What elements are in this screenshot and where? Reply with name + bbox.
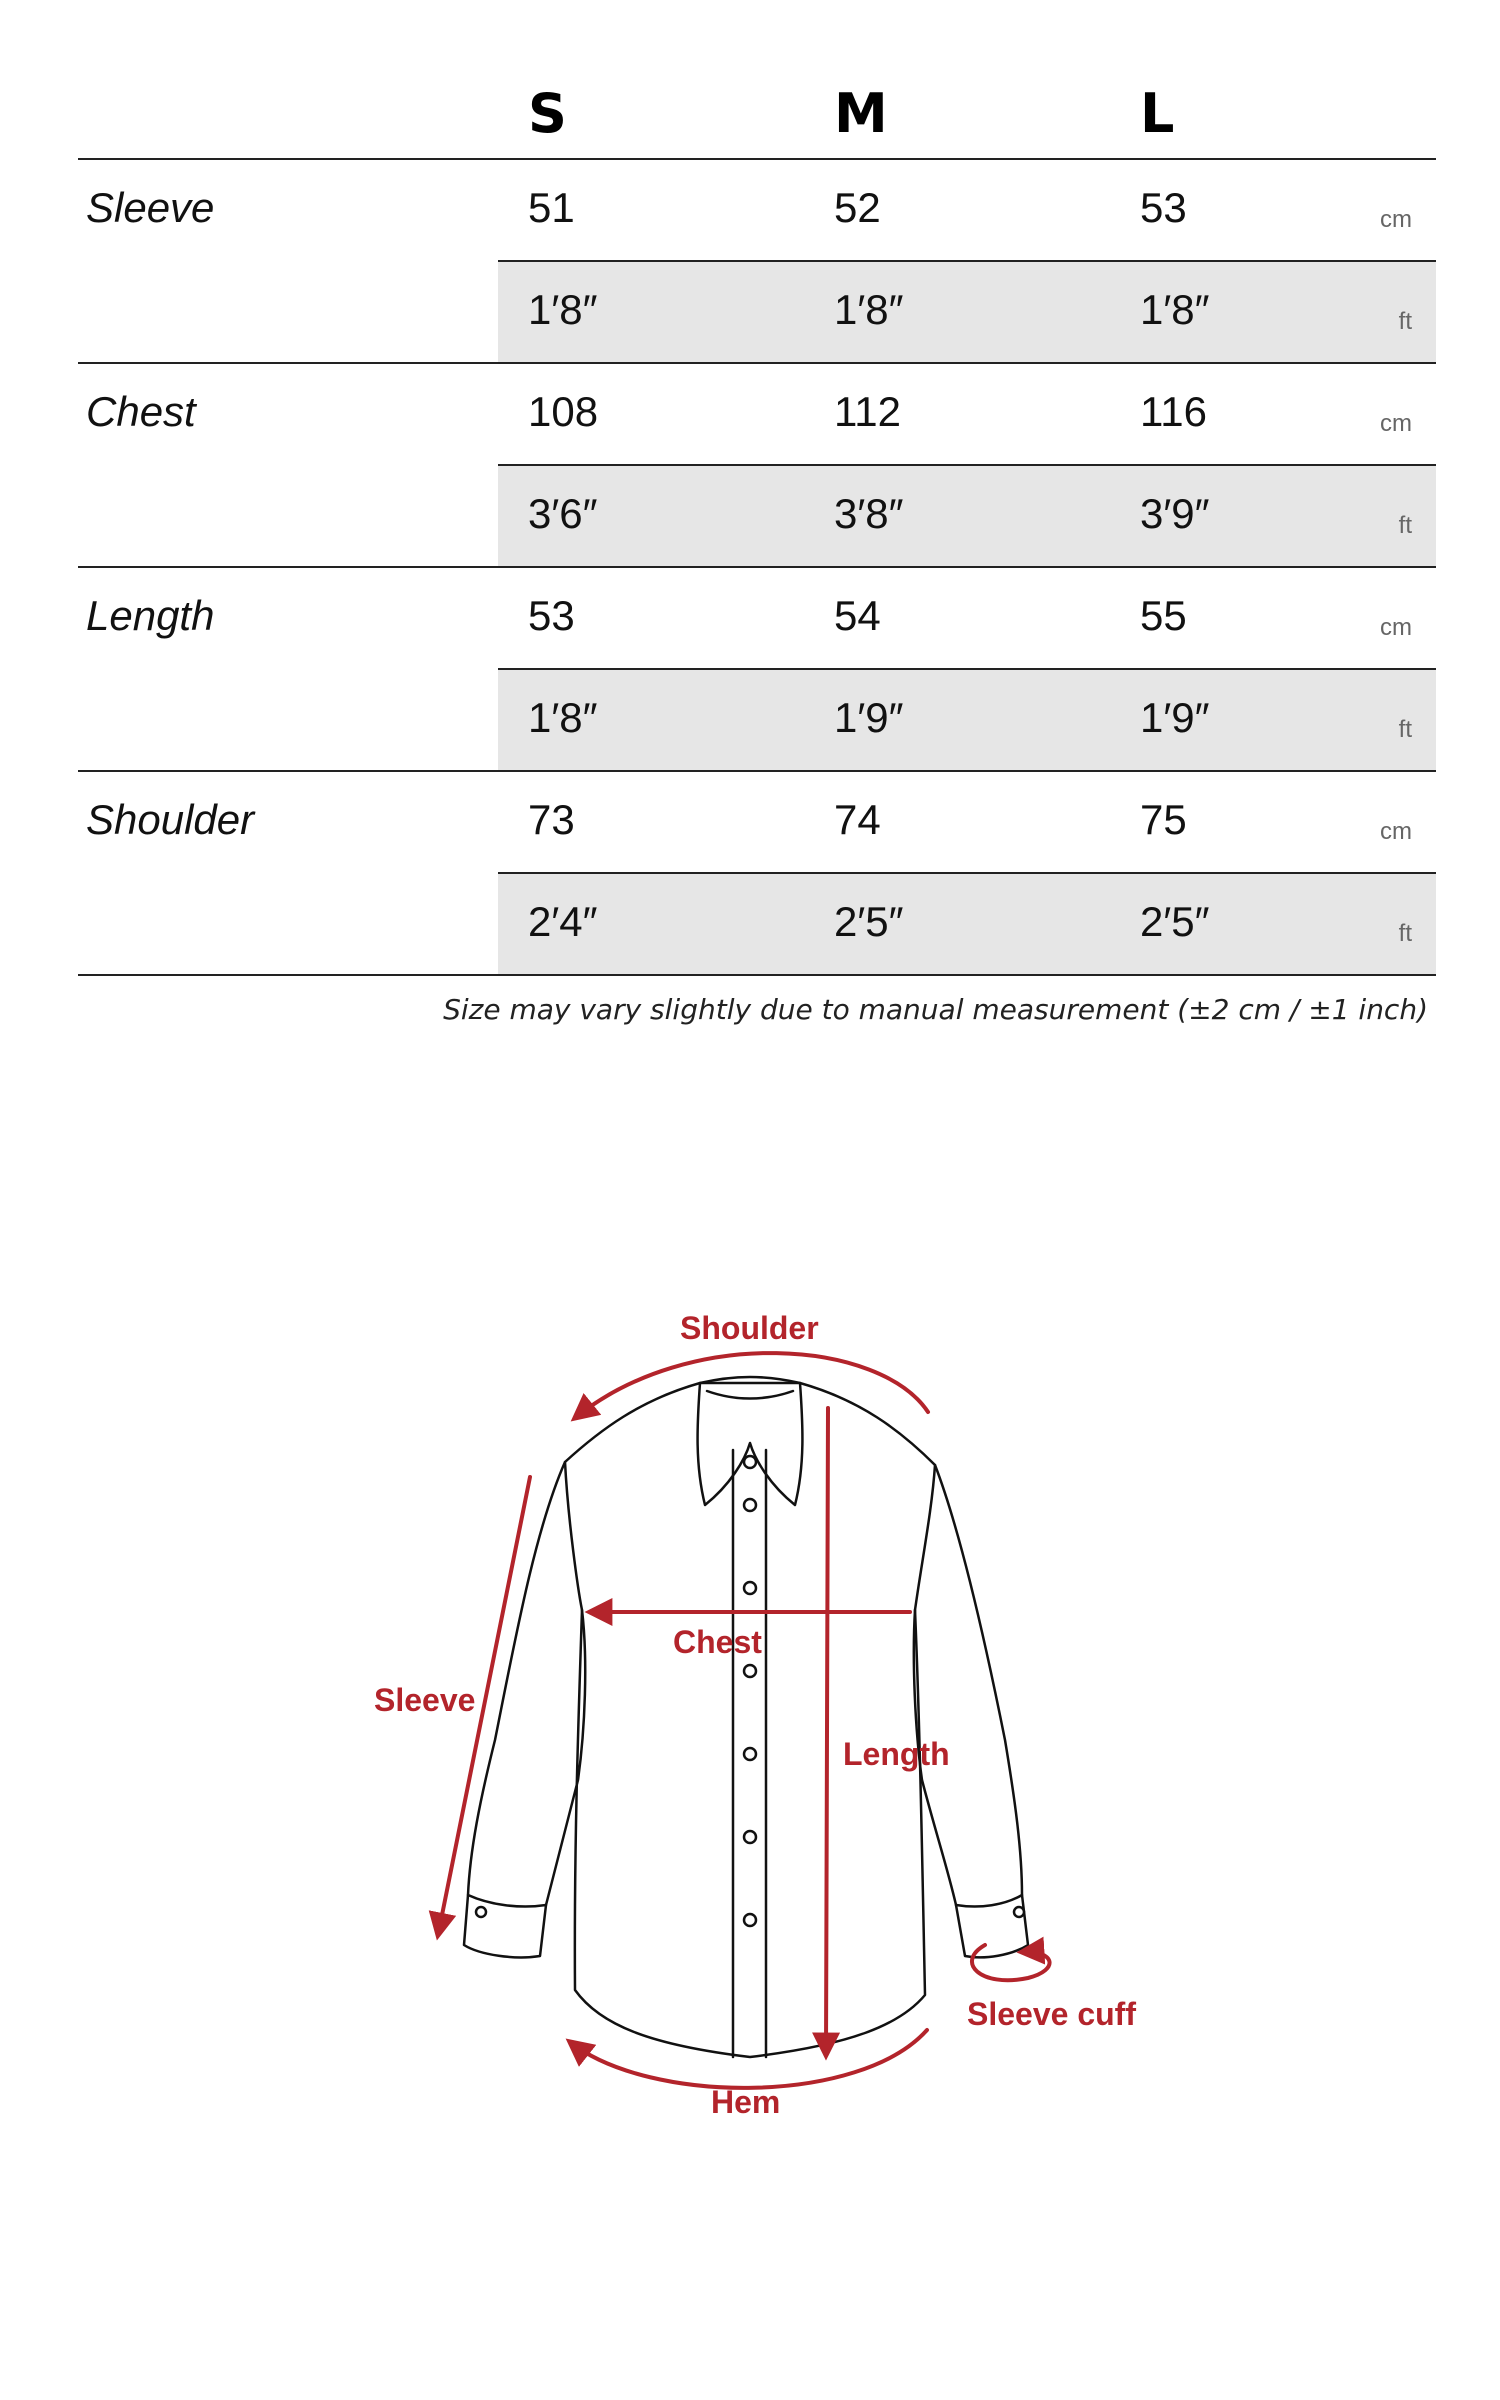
section-divider: [78, 566, 1436, 568]
label-sleeve: Sleeve: [374, 1682, 476, 1718]
sleeve-cm-m: 52: [834, 184, 881, 231]
chest-ft-m: 3′8″: [834, 490, 904, 537]
shirt-illustration: [0, 1260, 1500, 2220]
row-label-sleeve: Sleeve: [86, 184, 215, 231]
section-divider: [78, 362, 1436, 364]
hem-arrow: [570, 2030, 927, 2088]
sleeve-cm-l: 53: [1140, 184, 1187, 231]
unit-ft: ft: [1398, 716, 1412, 743]
row-label-shoulder: Shoulder: [86, 796, 255, 843]
length-ft-m: 1′9″: [834, 694, 904, 741]
shoulder-cm-l: 75: [1140, 796, 1187, 843]
unit-ft: ft: [1398, 512, 1412, 539]
chest-cm-l: 116: [1140, 388, 1207, 435]
table-bottom-rule: [78, 974, 1436, 976]
sleeve-cuff-arrow: [972, 1945, 1050, 1980]
shoulder-ft-m: 2′5″: [834, 898, 904, 945]
sleeve-ft-m: 1′8″: [834, 286, 904, 333]
length-cm-s: 53: [528, 592, 575, 639]
label-hem: Hem: [711, 2084, 781, 2120]
length-cm-m: 54: [834, 592, 881, 639]
unit-cm: cm: [1380, 206, 1412, 233]
length-arrow: [826, 1408, 828, 2055]
size-chart-table: [0, 0, 1500, 1100]
label-sleeve-cuff: Sleeve cuff: [967, 1996, 1136, 2032]
sleeve-ft-s: 1′8″: [528, 286, 598, 333]
shoulder-ft-s: 2′4″: [528, 898, 598, 945]
size-header-l: L: [1140, 82, 1175, 145]
ft-row-shade: [498, 466, 1436, 566]
unit-ft: ft: [1398, 920, 1412, 947]
shoulder-cm-m: 74: [834, 796, 881, 843]
header-divider: [78, 158, 1436, 160]
unit-cm: cm: [1380, 410, 1412, 437]
label-length: Length: [843, 1736, 950, 1772]
shoulder-arrow: [575, 1353, 928, 1418]
ft-row-shade: [498, 670, 1436, 770]
shoulder-ft-l: 2′5″: [1140, 898, 1210, 945]
shoulder-cm-s: 73: [528, 796, 575, 843]
row-label-chest: Chest: [86, 388, 196, 435]
size-header-m: M: [834, 82, 888, 145]
chest-cm-s: 108: [528, 388, 599, 435]
unit-cm: cm: [1380, 818, 1412, 845]
sleeve-ft-l: 1′8″: [1140, 286, 1210, 333]
measurement-note: Size may vary slightly due to manual measurement (±2 cm / ±1 inch): [443, 993, 1428, 1026]
row-label-length: Length: [86, 592, 215, 639]
chest-cm-m: 112: [834, 388, 901, 435]
sleeve-cm-s: 51: [528, 184, 575, 231]
shirt-outline: [464, 1377, 1028, 2057]
shirt-measurement-diagram: [0, 1260, 1500, 2220]
chest-ft-l: 3′9″: [1140, 490, 1210, 537]
length-ft-l: 1′9″: [1140, 694, 1210, 741]
ft-row-shade: [498, 874, 1436, 974]
label-shoulder: Shoulder: [680, 1310, 819, 1346]
unit-cm: cm: [1380, 614, 1412, 641]
section-divider: [78, 770, 1436, 772]
size-header-s: S: [528, 82, 567, 145]
chest-ft-s: 3′6″: [528, 490, 598, 537]
label-chest: Chest: [673, 1624, 762, 1660]
ft-row-shade: [498, 262, 1436, 362]
length-cm-l: 55: [1140, 592, 1187, 639]
unit-ft: ft: [1398, 308, 1412, 335]
length-ft-s: 1′8″: [528, 694, 598, 741]
